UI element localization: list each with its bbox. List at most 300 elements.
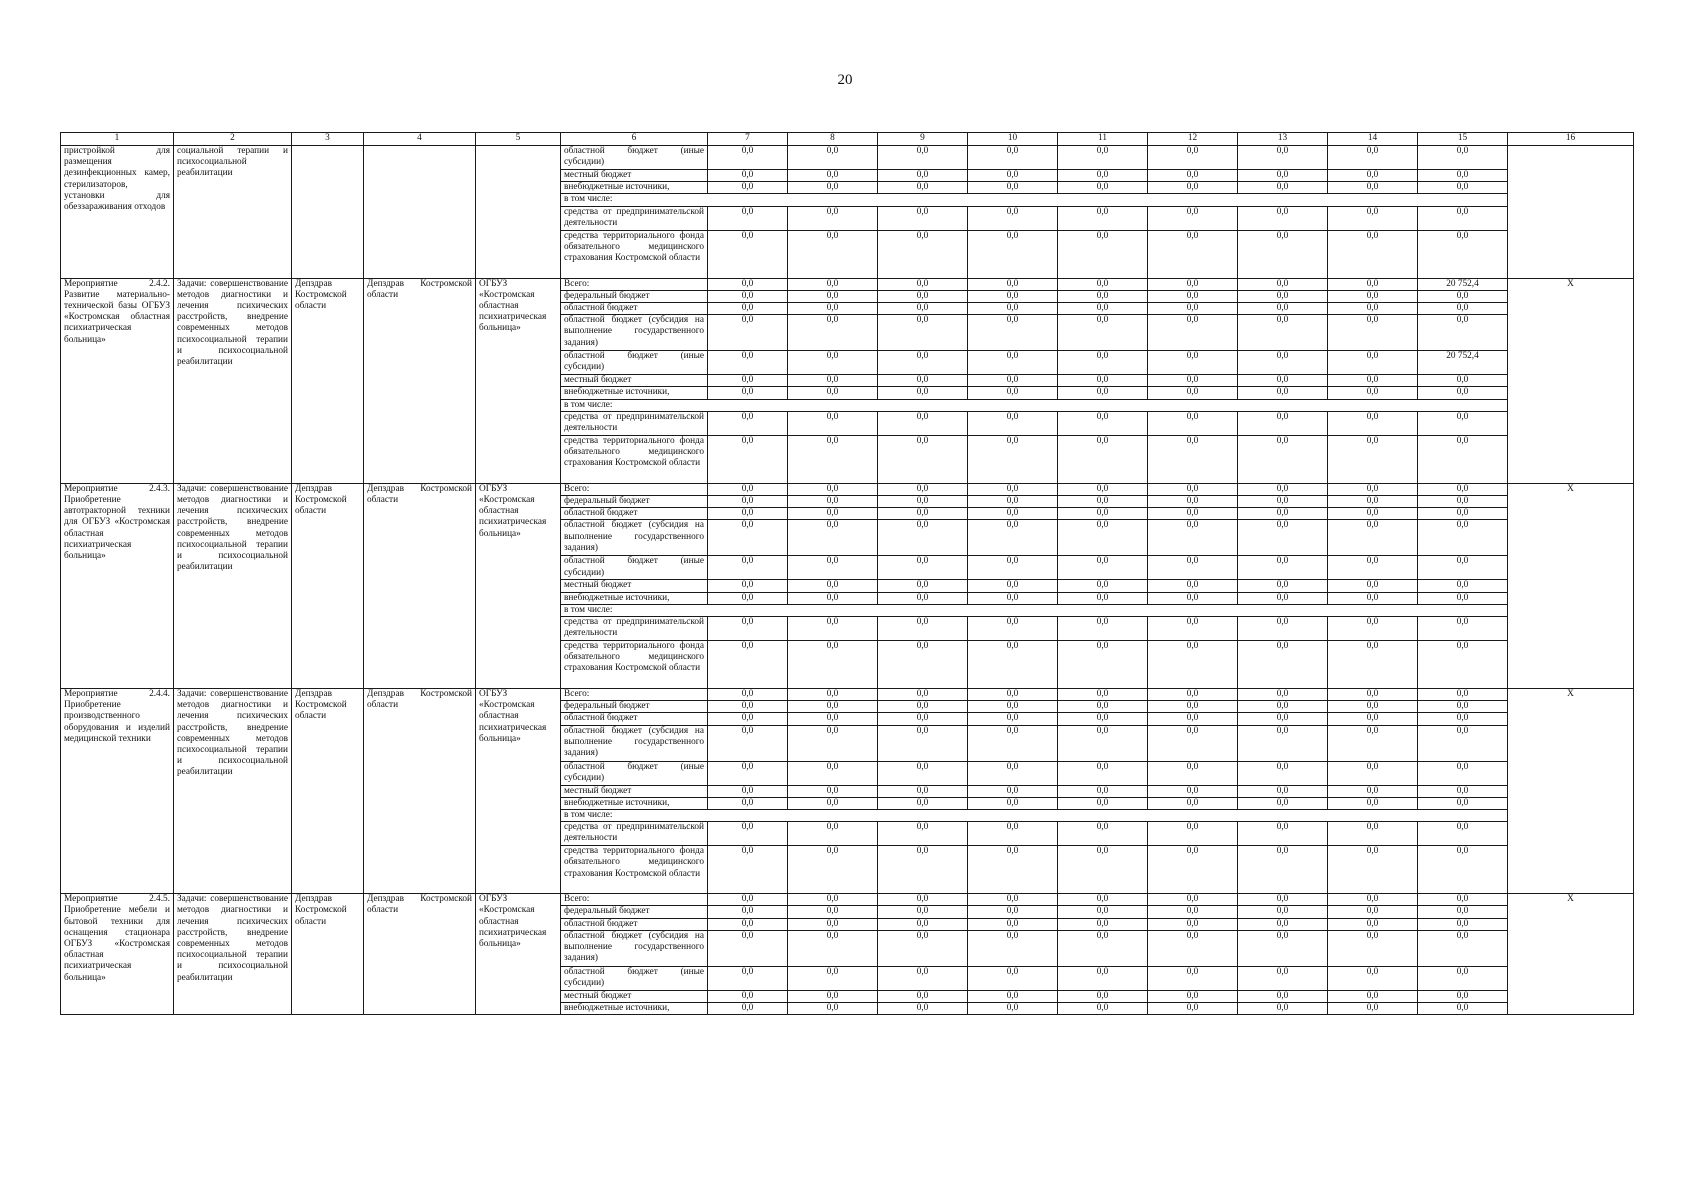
funding-source: местный бюджет xyxy=(561,375,708,387)
amount-cell: 0,0 xyxy=(1418,435,1508,483)
funding-source: в том числе: xyxy=(561,194,1508,206)
executor-cell xyxy=(292,146,364,279)
amount-cell: 0,0 xyxy=(1058,906,1148,918)
amount-cell: 0,0 xyxy=(1418,592,1508,604)
amount-cell: 0,0 xyxy=(1238,496,1328,508)
amount-cell: 0,0 xyxy=(1238,918,1328,930)
amount-cell: 0,0 xyxy=(1148,701,1238,713)
amount-cell: 0,0 xyxy=(968,966,1058,990)
amount-cell: 0,0 xyxy=(708,290,788,302)
amount-cell: 0,0 xyxy=(1418,966,1508,990)
amount-cell: 0,0 xyxy=(1328,894,1418,906)
amount-cell: 0,0 xyxy=(1058,303,1148,315)
amount-cell: 0,0 xyxy=(1238,170,1328,182)
amount-cell: 0,0 xyxy=(1148,617,1238,641)
amount-cell: 0,0 xyxy=(968,725,1058,761)
amount-cell: 0,0 xyxy=(1328,315,1418,351)
amount-cell: 0,0 xyxy=(1328,1003,1418,1015)
amount-cell: 0,0 xyxy=(1058,496,1148,508)
amount-cell: 0,0 xyxy=(1238,303,1328,315)
amount-cell: 0,0 xyxy=(1058,387,1148,399)
amount-cell: 0,0 xyxy=(1418,617,1508,641)
amount-cell: 0,0 xyxy=(1238,278,1328,290)
amount-cell: 0,0 xyxy=(1418,508,1508,520)
amount-cell: 0,0 xyxy=(1328,592,1418,604)
amount-cell: 0,0 xyxy=(1418,846,1508,894)
funding-source: средства от предпринимательской деятельности xyxy=(561,822,708,846)
amount-cell: 0,0 xyxy=(708,496,788,508)
amount-cell: 0,0 xyxy=(1148,315,1238,351)
amount-cell: 0,0 xyxy=(1148,182,1238,194)
activity-name: Мероприятие 2.4.4. Приобретение производственного оборудования и изделий медицинской техники xyxy=(61,689,174,894)
funding-source: областной бюджет (субсидия на выполнение государственного задания) xyxy=(561,315,708,351)
table-row xyxy=(61,894,1634,906)
amount-cell: 0,0 xyxy=(1418,822,1508,846)
amount-cell: 0,0 xyxy=(968,206,1058,230)
amount-cell: 0,0 xyxy=(1238,713,1328,725)
funding-source: внебюджетные источники, xyxy=(561,592,708,604)
amount-cell: 0,0 xyxy=(1328,966,1418,990)
amount-cell: 0,0 xyxy=(708,411,788,435)
funding-source: средства от предпринимательской деятельности xyxy=(561,206,708,230)
amount-cell: 0,0 xyxy=(1328,182,1418,194)
amount-cell: 0,0 xyxy=(788,785,878,797)
amount-cell: 0,0 xyxy=(1238,182,1328,194)
amount-cell: 0,0 xyxy=(1328,206,1418,230)
amount-cell: 0,0 xyxy=(968,617,1058,641)
amount-cell: 0,0 xyxy=(1148,894,1238,906)
amount-cell: 0,0 xyxy=(878,290,968,302)
mark-cell: X xyxy=(1508,483,1634,688)
amount-cell: 0,0 xyxy=(878,797,968,809)
funding-source: областной бюджет (субсидия на выполнение государственного задания) xyxy=(561,930,708,966)
amount-cell: 0,0 xyxy=(878,230,968,278)
recipient-cell xyxy=(476,146,561,279)
amount-cell: 0,0 xyxy=(878,990,968,1002)
amount-cell: 0,0 xyxy=(708,206,788,230)
column-header: 16 xyxy=(1508,133,1634,146)
amount-cell: 0,0 xyxy=(878,146,968,170)
amount-cell: 0,0 xyxy=(1238,508,1328,520)
amount-cell: 0,0 xyxy=(1238,725,1328,761)
amount-cell: 0,0 xyxy=(1328,990,1418,1002)
amount-cell: 0,0 xyxy=(1238,387,1328,399)
amount-cell: 0,0 xyxy=(1418,303,1508,315)
funding-source: средства территориального фонда обязательного медицинского страхования Костромской области xyxy=(561,846,708,894)
amount-cell: 0,0 xyxy=(708,508,788,520)
amount-cell: 0,0 xyxy=(1148,508,1238,520)
amount-cell: 0,0 xyxy=(1328,701,1418,713)
amount-cell: 0,0 xyxy=(1238,785,1328,797)
amount-cell: 0,0 xyxy=(1058,689,1148,701)
activity-name: Мероприятие 2.4.3. Приобретение автотракторной техники для ОГБУЗ «Костромская областная психиатрическая больница» xyxy=(61,483,174,688)
amount-cell: 0,0 xyxy=(1238,146,1328,170)
amount-cell: 0,0 xyxy=(1418,930,1508,966)
column-header: 3 xyxy=(292,133,364,146)
amount-cell: 0,0 xyxy=(878,966,968,990)
amount-cell: 0,0 xyxy=(788,146,878,170)
amount-cell: 0,0 xyxy=(878,641,968,689)
amount-cell: 0,0 xyxy=(1058,375,1148,387)
amount-cell: 0,0 xyxy=(788,930,878,966)
funding-source: средства территориального фонда обязательного медицинского страхования Костромской области xyxy=(561,641,708,689)
amount-cell: 0,0 xyxy=(1418,411,1508,435)
amount-cell: 0,0 xyxy=(1238,592,1328,604)
amount-cell: 0,0 xyxy=(1418,230,1508,278)
mark-cell: X xyxy=(1508,689,1634,894)
amount-cell: 0,0 xyxy=(1058,930,1148,966)
amount-cell: 0,0 xyxy=(1148,713,1238,725)
funding-source: областной бюджет (субсидия на выполнение государственного задания) xyxy=(561,725,708,761)
amount-cell: 0,0 xyxy=(708,580,788,592)
amount-cell: 0,0 xyxy=(1328,520,1418,556)
amount-cell: 0,0 xyxy=(788,906,878,918)
funding-source: средства территориального фонда обязательного медицинского страхования Костромской области xyxy=(561,230,708,278)
executor-cell: Депздрав Костромской области xyxy=(292,689,364,894)
amount-cell: 0,0 xyxy=(1238,689,1328,701)
amount-cell: 0,0 xyxy=(878,846,968,894)
amount-cell: 0,0 xyxy=(1328,435,1418,483)
page-number: 20 xyxy=(837,72,853,88)
amount-cell: 0,0 xyxy=(1058,230,1148,278)
amount-cell: 0,0 xyxy=(1238,797,1328,809)
amount-cell: 0,0 xyxy=(788,556,878,580)
amount-cell: 0,0 xyxy=(788,725,878,761)
funding-source: областной бюджет xyxy=(561,508,708,520)
amount-cell: 0,0 xyxy=(878,182,968,194)
amount-cell: 0,0 xyxy=(1148,930,1238,966)
amount-cell: 0,0 xyxy=(1148,375,1238,387)
coexecutor-cell xyxy=(364,146,476,279)
amount-cell: 0,0 xyxy=(708,520,788,556)
amount-cell: 0,0 xyxy=(1328,930,1418,966)
amount-cell: 0,0 xyxy=(1148,146,1238,170)
amount-cell: 0,0 xyxy=(708,894,788,906)
amount-cell: 0,0 xyxy=(1238,580,1328,592)
amount-cell: 0,0 xyxy=(1058,206,1148,230)
funding-source: Всего: xyxy=(561,278,708,290)
amount-cell: 0,0 xyxy=(1148,387,1238,399)
amount-cell: 0,0 xyxy=(788,689,878,701)
amount-cell: 0,0 xyxy=(878,496,968,508)
executor-cell: Депздрав Костромской области xyxy=(292,894,364,1015)
amount-cell: 0,0 xyxy=(708,641,788,689)
amount-cell: 0,0 xyxy=(1418,906,1508,918)
amount-cell: 0,0 xyxy=(878,918,968,930)
amount-cell: 0,0 xyxy=(878,483,968,495)
amount-cell: 0,0 xyxy=(1058,278,1148,290)
amount-cell: 0,0 xyxy=(708,1003,788,1015)
amount-cell: 0,0 xyxy=(1418,556,1508,580)
amount-cell: 0,0 xyxy=(968,689,1058,701)
amount-cell: 0,0 xyxy=(1238,1003,1328,1015)
amount-cell: 0,0 xyxy=(788,580,878,592)
amount-cell: 0,0 xyxy=(1148,435,1238,483)
amount-cell: 0,0 xyxy=(1058,785,1148,797)
amount-cell: 0,0 xyxy=(1328,556,1418,580)
amount-cell: 0,0 xyxy=(1328,617,1418,641)
amount-cell: 0,0 xyxy=(1328,387,1418,399)
amount-cell: 0,0 xyxy=(708,556,788,580)
amount-cell: 0,0 xyxy=(878,592,968,604)
amount-cell: 0,0 xyxy=(1058,822,1148,846)
amount-cell: 0,0 xyxy=(788,351,878,375)
funding-source: внебюджетные источники, xyxy=(561,387,708,399)
amount-cell: 0,0 xyxy=(708,387,788,399)
amount-cell: 0,0 xyxy=(708,785,788,797)
amount-cell: 0,0 xyxy=(708,617,788,641)
amount-cell: 0,0 xyxy=(1238,641,1328,689)
amount-cell: 0,0 xyxy=(968,894,1058,906)
amount-cell: 0,0 xyxy=(1148,303,1238,315)
amount-cell: 0,0 xyxy=(1058,918,1148,930)
amount-cell: 0,0 xyxy=(1148,785,1238,797)
funding-source: внебюджетные источники, xyxy=(561,797,708,809)
amount-cell: 0,0 xyxy=(1058,846,1148,894)
funding-source: федеральный бюджет xyxy=(561,496,708,508)
amount-cell: 0,0 xyxy=(1058,592,1148,604)
amount-cell: 0,0 xyxy=(878,278,968,290)
amount-cell: 0,0 xyxy=(708,713,788,725)
amount-cell: 0,0 xyxy=(788,483,878,495)
amount-cell: 0,0 xyxy=(788,170,878,182)
activity-name: Мероприятие 2.4.5. Приобретение мебели и бытовой техники для оснащения стационара ОГБУЗ «Костромская областная психиатрическая больница» xyxy=(61,894,174,1015)
amount-cell: 0,0 xyxy=(1148,725,1238,761)
amount-cell: 0,0 xyxy=(1418,918,1508,930)
amount-cell: 0,0 xyxy=(968,822,1058,846)
amount-cell: 0,0 xyxy=(1328,146,1418,170)
amount-cell: 0,0 xyxy=(1418,375,1508,387)
amount-cell: 0,0 xyxy=(878,435,968,483)
amount-cell: 0,0 xyxy=(708,375,788,387)
amount-cell: 0,0 xyxy=(1418,689,1508,701)
funding-source: средства территориального фонда обязательного медицинского страхования Костромской области xyxy=(561,435,708,483)
funding-source: местный бюджет xyxy=(561,170,708,182)
amount-cell: 0,0 xyxy=(968,508,1058,520)
amount-cell: 0,0 xyxy=(878,170,968,182)
amount-cell: 0,0 xyxy=(1058,713,1148,725)
funding-source: Всего: xyxy=(561,894,708,906)
coexecutor-cell: Депздрав Костромской области xyxy=(364,483,476,688)
amount-cell: 0,0 xyxy=(1238,906,1328,918)
executor-cell: Депздрав Костромской области xyxy=(292,483,364,688)
amount-cell: 0,0 xyxy=(1328,689,1418,701)
column-header: 4 xyxy=(364,133,476,146)
activity-tasks: Задачи: совершенствование методов диагностики и лечения психических расстройств, внедрение современных методов психосоциальной терапии и психосоциальной реабилитации xyxy=(174,483,292,688)
amount-cell: 0,0 xyxy=(1058,641,1148,689)
amount-cell: 0,0 xyxy=(1238,290,1328,302)
amount-cell: 0,0 xyxy=(788,990,878,1002)
amount-cell: 0,0 xyxy=(1148,496,1238,508)
funding-source: в том числе: xyxy=(561,604,1508,616)
funding-source: средства от предпринимательской деятельности xyxy=(561,617,708,641)
amount-cell: 0,0 xyxy=(968,435,1058,483)
amount-cell: 0,0 xyxy=(1148,556,1238,580)
amount-cell: 0,0 xyxy=(1058,990,1148,1002)
amount-cell: 0,0 xyxy=(1148,206,1238,230)
amount-cell: 0,0 xyxy=(1418,170,1508,182)
recipient-cell: ОГБУЗ «Костромская областная психиатрическая больница» xyxy=(476,689,561,894)
amount-cell: 0,0 xyxy=(708,822,788,846)
amount-cell: 0,0 xyxy=(708,182,788,194)
amount-cell: 0,0 xyxy=(878,822,968,846)
amount-cell: 0,0 xyxy=(1148,641,1238,689)
amount-cell: 0,0 xyxy=(788,918,878,930)
amount-cell: 0,0 xyxy=(788,846,878,894)
amount-cell: 0,0 xyxy=(878,1003,968,1015)
amount-cell: 0,0 xyxy=(1328,761,1418,785)
amount-cell: 0,0 xyxy=(708,930,788,966)
amount-cell: 0,0 xyxy=(1058,556,1148,580)
amount-cell: 0,0 xyxy=(1328,375,1418,387)
amount-cell: 0,0 xyxy=(1418,990,1508,1002)
amount-cell: 0,0 xyxy=(1058,725,1148,761)
amount-cell: 0,0 xyxy=(788,411,878,435)
amount-cell: 0,0 xyxy=(1058,580,1148,592)
amount-cell: 0,0 xyxy=(1148,761,1238,785)
amount-cell: 0,0 xyxy=(1148,689,1238,701)
activity-name: Мероприятие 2.4.2. Развитие материально-технической базы ОГБУЗ «Костромская областная психиатрическая больница» xyxy=(61,278,174,483)
amount-cell: 0,0 xyxy=(1418,797,1508,809)
amount-cell: 0,0 xyxy=(708,701,788,713)
column-header: 14 xyxy=(1328,133,1418,146)
amount-cell: 0,0 xyxy=(968,592,1058,604)
recipient-cell: ОГБУЗ «Костромская областная психиатрическая больница» xyxy=(476,483,561,688)
amount-cell: 0,0 xyxy=(968,1003,1058,1015)
table-row xyxy=(61,689,1634,701)
column-header: 12 xyxy=(1148,133,1238,146)
amount-cell: 0,0 xyxy=(1148,990,1238,1002)
mark-cell: X xyxy=(1508,894,1634,1015)
funding-source: местный бюджет xyxy=(561,785,708,797)
amount-cell: 0,0 xyxy=(708,966,788,990)
amount-cell: 0,0 xyxy=(968,411,1058,435)
amount-cell: 20 752,4 xyxy=(1418,351,1508,375)
amount-cell: 0,0 xyxy=(788,592,878,604)
recipient-cell: ОГБУЗ «Костромская областная психиатрическая больница» xyxy=(476,278,561,483)
column-header: 10 xyxy=(968,133,1058,146)
amount-cell: 0,0 xyxy=(1058,701,1148,713)
amount-cell: 0,0 xyxy=(788,230,878,278)
amount-cell: 0,0 xyxy=(968,713,1058,725)
amount-cell: 0,0 xyxy=(1238,617,1328,641)
amount-cell: 0,0 xyxy=(1418,701,1508,713)
amount-cell: 0,0 xyxy=(1058,520,1148,556)
amount-cell: 0,0 xyxy=(1238,315,1328,351)
amount-cell: 0,0 xyxy=(1148,351,1238,375)
funding-source: областной бюджет (иные субсидии) xyxy=(561,556,708,580)
amount-cell: 0,0 xyxy=(878,617,968,641)
amount-cell: 0,0 xyxy=(1328,785,1418,797)
amount-cell: 0,0 xyxy=(708,797,788,809)
amount-cell: 0,0 xyxy=(1418,894,1508,906)
mark-cell: X xyxy=(1508,278,1634,483)
amount-cell: 0,0 xyxy=(708,230,788,278)
amount-cell: 0,0 xyxy=(878,725,968,761)
amount-cell: 0,0 xyxy=(968,556,1058,580)
amount-cell: 0,0 xyxy=(708,315,788,351)
amount-cell: 0,0 xyxy=(1148,170,1238,182)
amount-cell: 0,0 xyxy=(1418,483,1508,495)
amount-cell: 0,0 xyxy=(1148,918,1238,930)
table-body xyxy=(61,146,1634,1015)
amount-cell: 0,0 xyxy=(1418,520,1508,556)
column-header: 5 xyxy=(476,133,561,146)
amount-cell: 0,0 xyxy=(1328,797,1418,809)
recipient-cell: ОГБУЗ «Костромская областная психиатрическая больница» xyxy=(476,894,561,1015)
amount-cell: 0,0 xyxy=(968,182,1058,194)
amount-cell: 0,0 xyxy=(1058,617,1148,641)
amount-cell: 0,0 xyxy=(878,508,968,520)
amount-cell: 0,0 xyxy=(968,496,1058,508)
amount-cell: 0,0 xyxy=(1328,230,1418,278)
amount-cell: 0,0 xyxy=(968,701,1058,713)
activity-name: пристройкой для размещения дезинфекционных камер, стерилизаторов, установки для обеззараживания отходов xyxy=(61,146,174,279)
amount-cell: 0,0 xyxy=(788,375,878,387)
amount-cell: 0,0 xyxy=(788,617,878,641)
amount-cell: 0,0 xyxy=(1148,290,1238,302)
amount-cell: 0,0 xyxy=(1418,315,1508,351)
funding-source: федеральный бюджет xyxy=(561,701,708,713)
amount-cell: 0,0 xyxy=(878,351,968,375)
amount-cell: 0,0 xyxy=(1058,761,1148,785)
amount-cell: 0,0 xyxy=(1238,966,1328,990)
amount-cell: 0,0 xyxy=(1328,846,1418,894)
amount-cell: 0,0 xyxy=(968,375,1058,387)
table-row xyxy=(61,146,1634,170)
amount-cell: 0,0 xyxy=(1058,170,1148,182)
funding-source: местный бюджет xyxy=(561,580,708,592)
amount-cell: 0,0 xyxy=(1328,918,1418,930)
funding-source: в том числе: xyxy=(561,399,1508,411)
amount-cell: 0,0 xyxy=(708,483,788,495)
amount-cell: 0,0 xyxy=(1238,846,1328,894)
amount-cell: 0,0 xyxy=(1418,290,1508,302)
amount-cell: 0,0 xyxy=(708,918,788,930)
column-header: 11 xyxy=(1058,133,1148,146)
amount-cell: 0,0 xyxy=(968,906,1058,918)
amount-cell: 0,0 xyxy=(968,785,1058,797)
amount-cell: 0,0 xyxy=(1238,206,1328,230)
amount-cell: 0,0 xyxy=(788,435,878,483)
amount-cell: 0,0 xyxy=(968,641,1058,689)
amount-cell: 0,0 xyxy=(1328,278,1418,290)
amount-cell: 0,0 xyxy=(788,387,878,399)
executor-cell: Депздрав Костромской области xyxy=(292,278,364,483)
amount-cell: 0,0 xyxy=(788,303,878,315)
funding-source: средства от предпринимательской деятельности xyxy=(561,411,708,435)
amount-cell: 0,0 xyxy=(968,990,1058,1002)
amount-cell: 0,0 xyxy=(1238,822,1328,846)
amount-cell: 0,0 xyxy=(788,797,878,809)
amount-cell: 0,0 xyxy=(878,206,968,230)
amount-cell: 0,0 xyxy=(968,761,1058,785)
amount-cell: 0,0 xyxy=(878,761,968,785)
amount-cell: 0,0 xyxy=(968,278,1058,290)
amount-cell: 0,0 xyxy=(1148,1003,1238,1015)
amount-cell: 0,0 xyxy=(788,894,878,906)
column-header: 1 xyxy=(61,133,174,146)
amount-cell: 0,0 xyxy=(1328,303,1418,315)
amount-cell: 0,0 xyxy=(1148,846,1238,894)
amount-cell: 0,0 xyxy=(1418,1003,1508,1015)
funding-source: федеральный бюджет xyxy=(561,290,708,302)
column-header: 6 xyxy=(561,133,708,146)
coexecutor-cell: Депздрав Костромской области xyxy=(364,689,476,894)
funding-source: областной бюджет (иные субсидии) xyxy=(561,761,708,785)
amount-cell: 0,0 xyxy=(878,906,968,918)
funding-source: федеральный бюджет xyxy=(561,906,708,918)
